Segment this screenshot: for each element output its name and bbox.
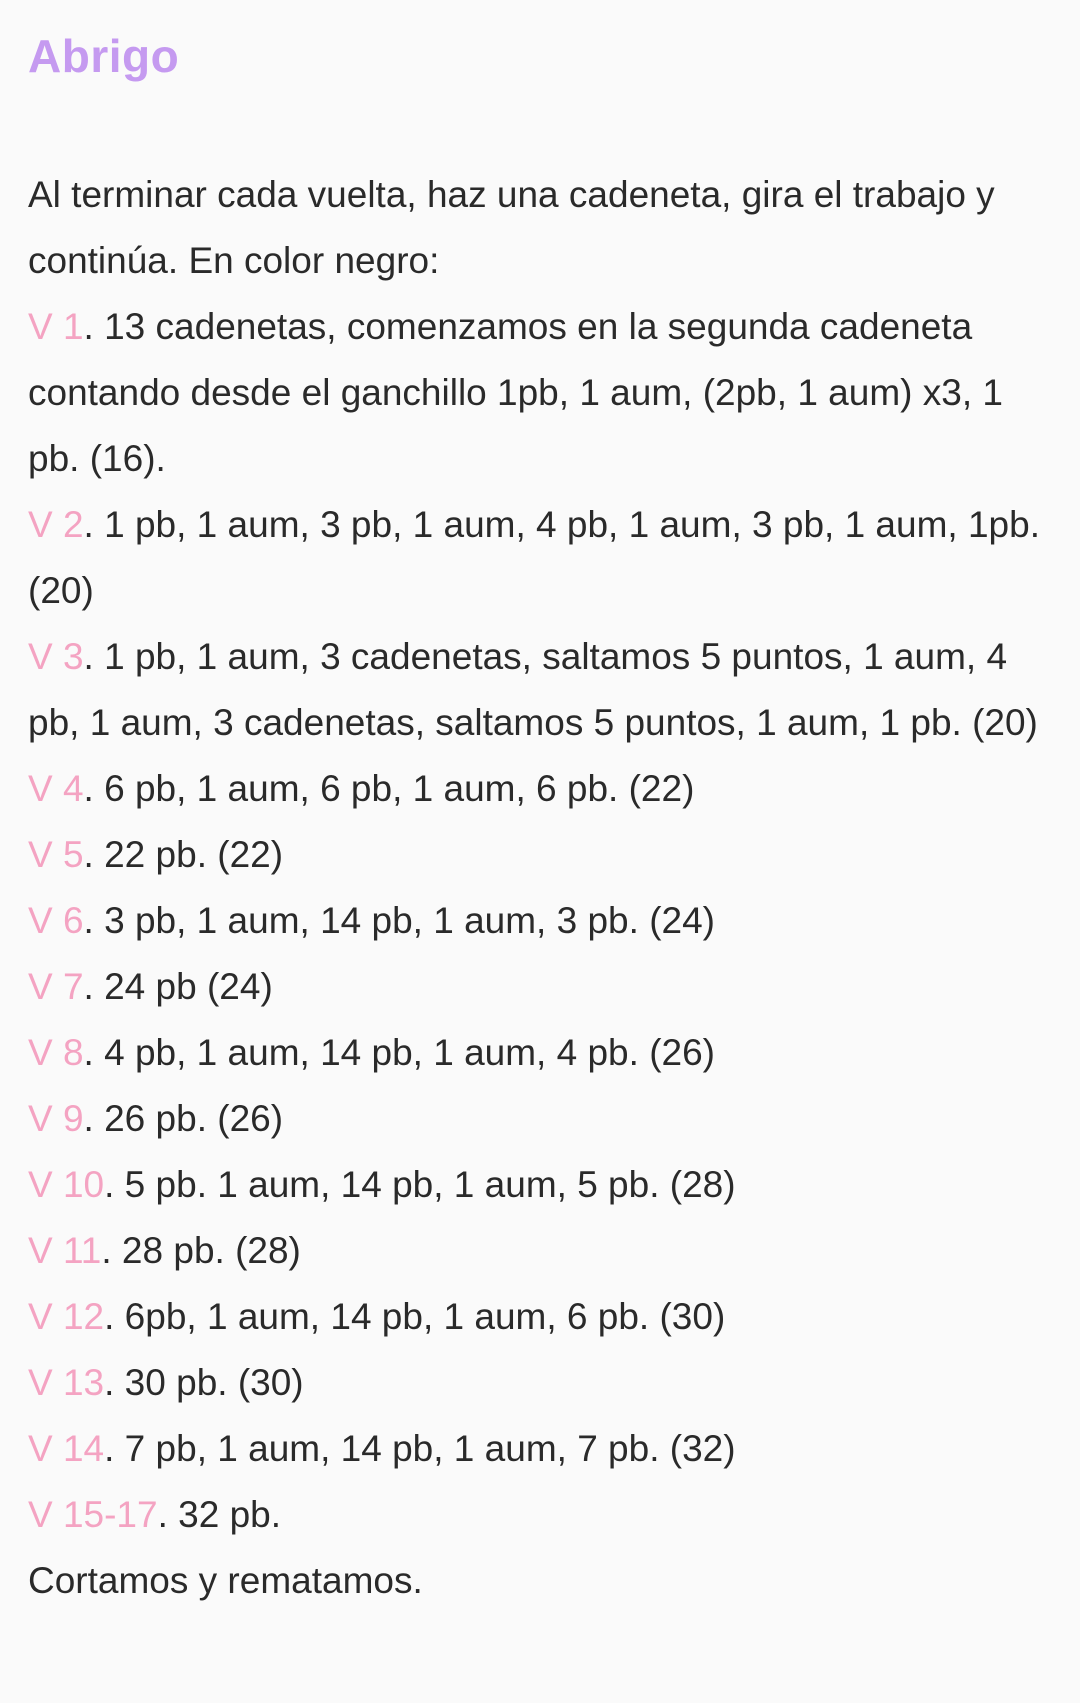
round-text: . 30 pb. (30) (104, 1362, 304, 1403)
round-label: V 11 (28, 1230, 102, 1271)
round-label: V 14 (28, 1428, 105, 1469)
round-label: V 15-17 (28, 1494, 158, 1535)
round-label: V 4 (28, 768, 84, 809)
round-item (28, 624, 1052, 756)
round-item (28, 1350, 1052, 1416)
round-text: . 4 pb, 1 aum, 14 pb, 1 aum, 4 pb. (26) (83, 1032, 715, 1073)
round-label: V 8 (28, 1032, 84, 1073)
round-text: . 1 pb, 1 aum, 3 cadenetas, saltamos 5 puntos, 1 aum, 4 pb, 1 aum, 3 cadenetas, saltamos 5 puntos, 1 aum, 1 pb. (20) (28, 636, 1038, 743)
round-item (28, 492, 1052, 624)
round-item (28, 1218, 1052, 1284)
round-text: . 22 pb. (22) (83, 834, 284, 875)
round-label: V 10 (28, 1164, 105, 1205)
round-item (28, 1152, 1052, 1218)
round-label: V 12 (28, 1296, 105, 1337)
round-label: V 6 (28, 900, 84, 941)
round-item (28, 1284, 1052, 1350)
round-item (28, 1416, 1052, 1482)
round-label: V 7 (28, 966, 84, 1007)
outro-paragraph: Cortamos y rematamos. (28, 1560, 423, 1601)
round-label: V 3 (28, 636, 84, 677)
round-text: . 7 pb, 1 aum, 14 pb, 1 aum, 7 pb. (32) (104, 1428, 736, 1469)
round-item (28, 294, 1052, 492)
round-item (28, 888, 1052, 954)
round-item (28, 822, 1052, 888)
round-item (28, 1020, 1052, 1086)
pattern-instructions (28, 162, 1052, 1614)
round-text: . 24 pb (24) (83, 966, 273, 1007)
section-title: Abrigo (28, 30, 180, 82)
round-text: . 6pb, 1 aum, 14 pb, 1 aum, 6 pb. (30) (104, 1296, 726, 1337)
intro-paragraph: Al terminar cada vuelta, haz una cadeneta, gira el trabajo y continúa. En color negro: (28, 174, 995, 281)
round-text: . 26 pb. (26) (83, 1098, 284, 1139)
round-label: V 1 (28, 306, 84, 347)
round-text: . 6 pb, 1 aum, 6 pb, 1 aum, 6 pb. (22) (83, 768, 695, 809)
rounds-list (28, 294, 1052, 1548)
round-text: . 13 cadenetas, comenzamos en la segunda cadeneta contando desde el ganchillo 1pb, 1 aum, (2pb, 1 aum) x3, 1 pb. (16). (28, 306, 1003, 479)
round-item (28, 1482, 1052, 1548)
round-text: . 28 pb. (28) (101, 1230, 301, 1271)
round-text: . 3 pb, 1 aum, 14 pb, 1 aum, 3 pb. (24) (83, 900, 715, 941)
round-item (28, 1086, 1052, 1152)
round-text: . 5 pb. 1 aum, 14 pb, 1 aum, 5 pb. (28) (104, 1164, 736, 1205)
round-item (28, 756, 1052, 822)
round-text: . 32 pb. (157, 1494, 282, 1535)
round-text: . 1 pb, 1 aum, 3 pb, 1 aum, 4 pb, 1 aum, 3 pb, 1 aum, 1pb. (20) (28, 504, 1040, 611)
round-label: V 9 (28, 1098, 84, 1139)
round-label: V 13 (28, 1362, 105, 1403)
round-item (28, 954, 1052, 1020)
round-label: V 5 (28, 834, 84, 875)
round-label: V 2 (28, 504, 84, 545)
